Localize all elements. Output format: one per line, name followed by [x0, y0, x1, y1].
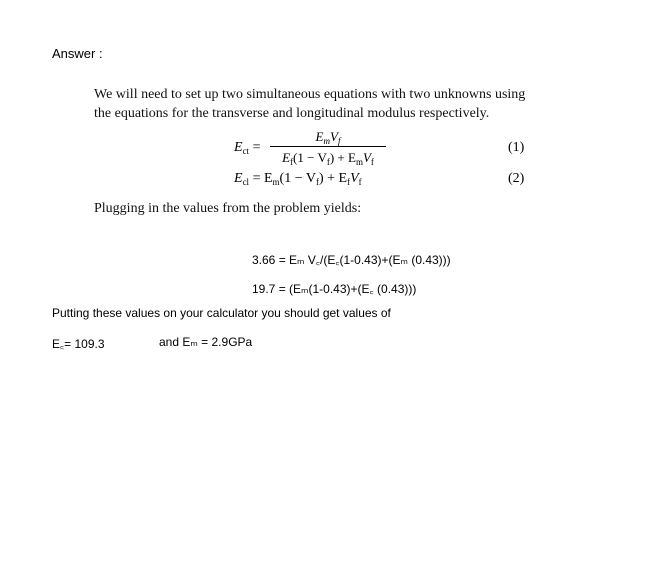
- plugging-text: Plugging in the values from the problem yields:: [94, 201, 362, 216]
- eq1-den-end: ) + E: [329, 150, 356, 165]
- eq2-mid2: ) + E: [318, 171, 348, 186]
- eq1-den-mid: (1 − V: [293, 150, 327, 165]
- eq1-denominator: [270, 149, 386, 166]
- equation-1-fraction: [270, 128, 386, 166]
- eq2-lhs-subscript: cl: [242, 177, 250, 187]
- equation-2: [234, 171, 362, 187]
- eq1-den-e: E: [282, 150, 291, 165]
- eq2-sub-f: f: [315, 177, 319, 187]
- eq1-den-v: V: [362, 150, 371, 165]
- eq1-lhs-symbol: E: [234, 140, 243, 155]
- calculation-line-1: 3.66 = Eₘ V꜀/(E꜀(1-0.43)+(Eₘ (0.43))): [252, 253, 451, 267]
- eq1-den-sub-m: m: [355, 157, 363, 167]
- putting-values-text: Putting these values on your calculator you should get values of: [52, 306, 391, 320]
- eq1-equals: =: [252, 140, 261, 155]
- eq1-den-sub-f: f: [290, 157, 294, 167]
- eq2-lhs-symbol: E: [234, 171, 243, 186]
- equation-2-number: (2): [508, 171, 525, 186]
- equation-1-lhs: [234, 140, 260, 156]
- eq1-num-e: E: [315, 129, 324, 144]
- eq1-den-sub-f2: f: [326, 157, 330, 167]
- equation-1-number: (1): [508, 140, 525, 155]
- fraction-bar: [270, 146, 386, 147]
- eq2-sub-f2: f: [347, 177, 351, 187]
- eq2-sub-m: m: [272, 177, 280, 187]
- calculation-line-2: 19.7 = (Eₘ(1-0.43)+(E꜀ (0.43))): [252, 282, 417, 296]
- eq1-num-v: V: [329, 129, 338, 144]
- answer-label: Answer :: [52, 46, 103, 61]
- result-em: and Eₘ = 2.9GPa: [159, 335, 253, 349]
- eq1-den-sub-f3: f: [370, 157, 374, 167]
- intro-paragraph: [94, 85, 525, 123]
- eq2-mid3: V: [350, 171, 359, 186]
- eq1-num-sub-m: m: [323, 136, 330, 146]
- eq2-equals: = E: [249, 171, 273, 186]
- result-ef: E꜀= 109.3: [52, 337, 105, 351]
- intro-line-2: the equations for the transverse and longitudinal modulus respectively.: [94, 106, 490, 121]
- eq2-sub-f3: f: [358, 177, 362, 187]
- eq1-lhs-subscript: ct: [242, 146, 250, 156]
- eq2-mid1: (1 − V: [279, 171, 316, 186]
- eq1-numerator: [270, 128, 386, 145]
- eq1-num-sub-f: f: [337, 136, 341, 146]
- intro-line-1: We will need to set up two simultaneous equations with two unknowns using: [94, 87, 526, 102]
